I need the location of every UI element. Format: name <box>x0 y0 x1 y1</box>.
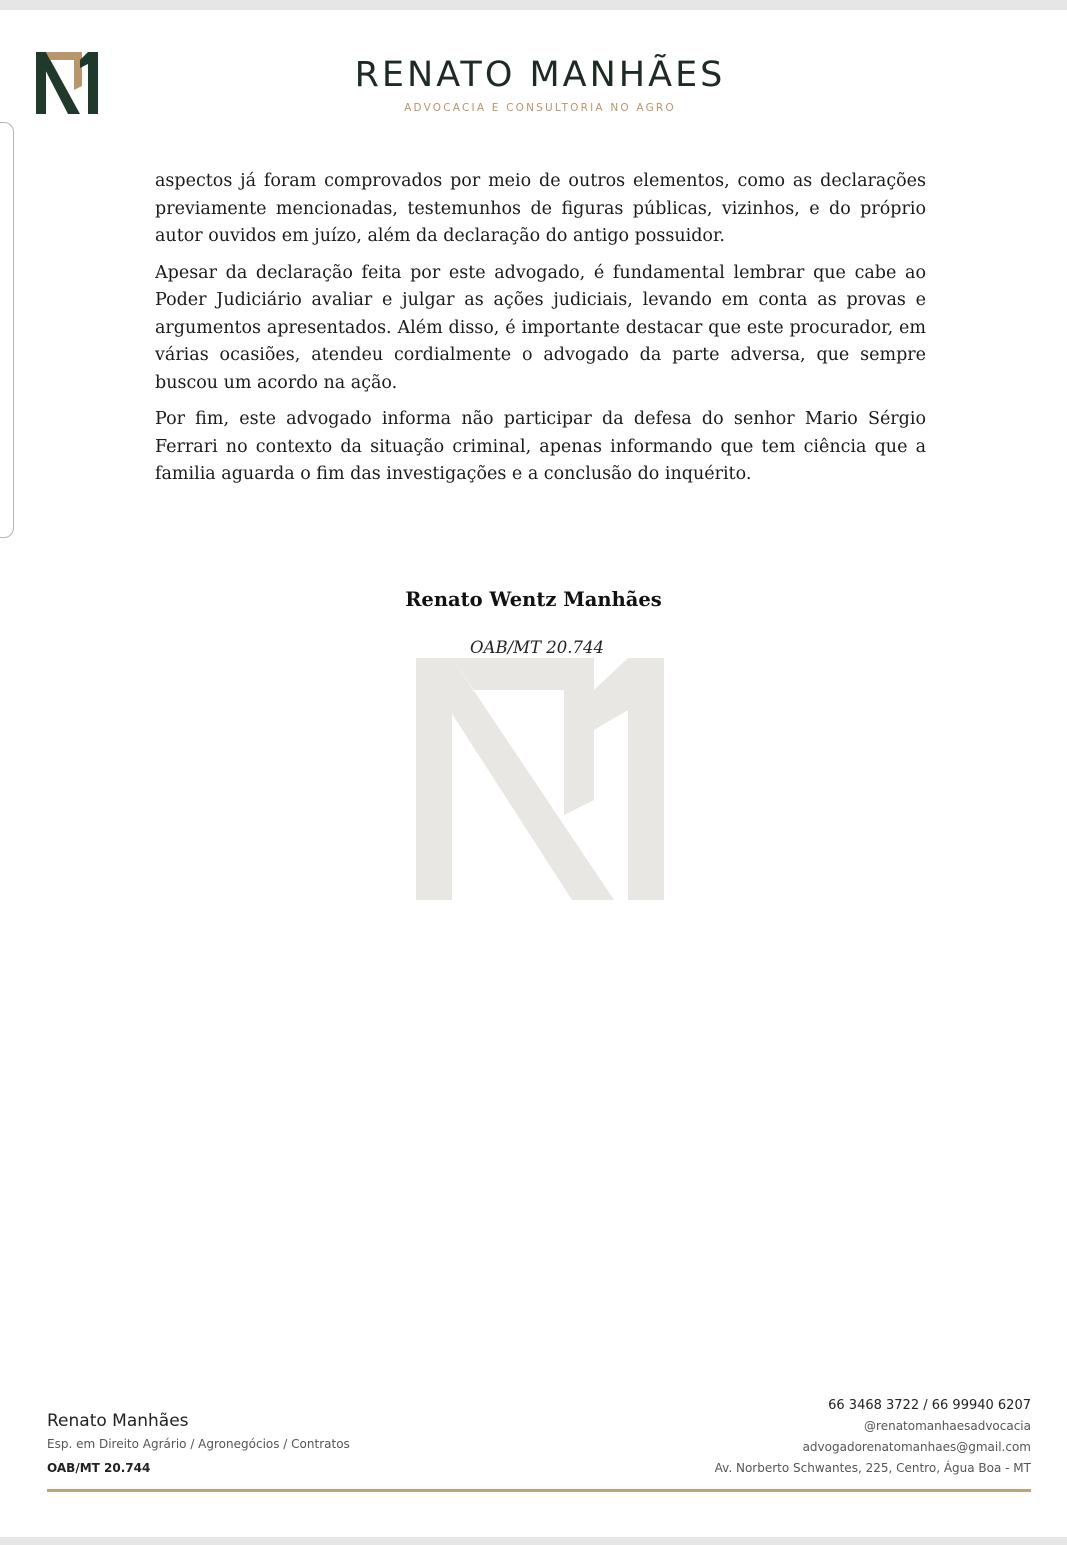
body-paragraph: Apesar da declaração feita por este advogado, é fundamental lembrar que cabe ao Poder Judiciário avaliar e julgar as ações judiciais, levando em conta as provas e argumentos apresentados. Além disso, é importante destacar que este procurador, em várias ocasiões, atendeu cordialmente o advogado da parte adversa, que sempre buscou um acordo na ação. <box>155 262 926 393</box>
footer-identity <box>47 1409 350 1475</box>
footer-contacts <box>715 1395 1031 1479</box>
body-paragraph: Por fim, este advogado informa não participar da defesa do senhor Mario Sérgio Ferrari no contexto da situação criminal, apenas informando que tem ciência que a familia aguarda o fim das investigações e a conclusão do inquérito. <box>155 409 926 484</box>
brand-name: RENATO MANHÃES <box>354 55 726 95</box>
footer-address: Av. Norberto Schwantes, 225, Centro, Água Boa - MT <box>714 1461 1031 1475</box>
footer-instagram: @renatomanhaesadvocacia <box>864 1419 1031 1433</box>
brand-tagline: ADVOCACIA E CONSULTORIA NO AGRO <box>404 102 676 114</box>
side-tab-edge <box>0 122 14 538</box>
footer-phone: 66 3468 3722 / 66 99940 6207 <box>828 1398 1031 1413</box>
document-page <box>0 10 1067 1537</box>
signer-name: Renato Wentz Manhães <box>405 588 662 611</box>
letterhead-brand <box>330 54 750 114</box>
letter-body <box>155 168 926 498</box>
r1-watermark-icon <box>414 650 666 900</box>
footer-name: Renato Manhães <box>47 1411 189 1431</box>
footer-specialty: Esp. em Direito Agrário / Agronegócios / Contratos <box>47 1437 350 1451</box>
r1-monogram-logo-icon <box>34 46 104 118</box>
footer-divider <box>47 1489 1031 1492</box>
body-paragraph: aspectos já foram comprovados por meio de outros elementos, como as declarações previamente mencionadas, testemunhos de figuras públicas, vizinhos, e do próprio autor ouvidos em juízo, além da declaração do antigo possuidor. <box>155 171 926 246</box>
footer-oab: OAB/MT 20.744 <box>47 1461 151 1475</box>
signer-oab: OAB/MT 20.744 <box>470 638 605 657</box>
footer-email: advogadorenatomanhaes@gmail.com <box>802 1440 1031 1454</box>
